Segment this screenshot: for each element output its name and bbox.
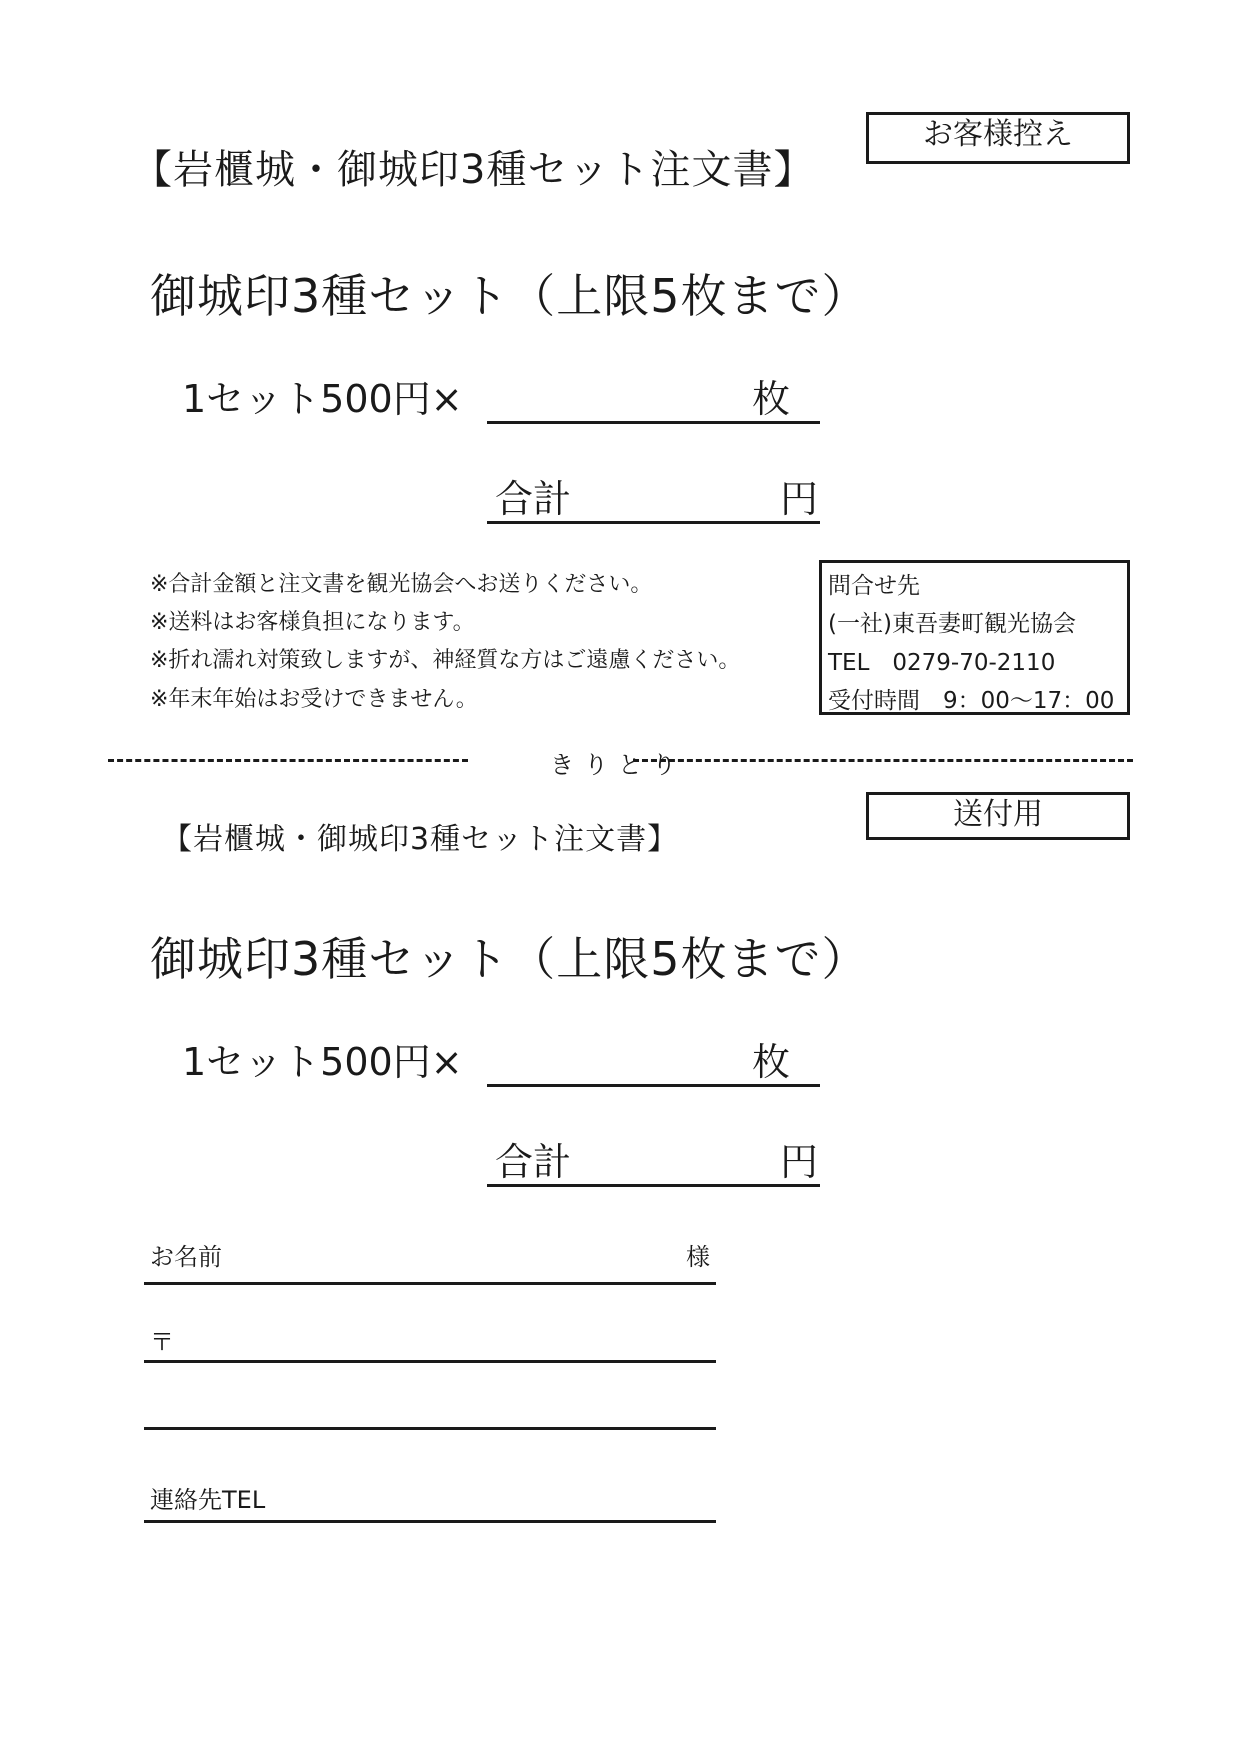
- top-total-label: 合計: [495, 477, 572, 521]
- top-price-label: 1セット500円×: [182, 377, 463, 421]
- top-total-unit: 円: [780, 477, 819, 521]
- bottom-price-label: 1セット500円×: [182, 1040, 463, 1084]
- phone-label: 連絡先TEL: [150, 1486, 266, 1514]
- top-total-field[interactable]: [487, 521, 820, 524]
- contact-tel: TEL 0279-70-2110: [828, 650, 1056, 676]
- name-suffix: 様: [686, 1243, 710, 1271]
- cut-line-label: きりとり: [550, 751, 686, 779]
- bottom-total-field[interactable]: [487, 1184, 820, 1187]
- top-form-title: 【岩櫃城・御城印3種セット注文書】: [132, 147, 815, 193]
- mailing-copy-label: 送付用: [953, 797, 1043, 832]
- top-note-4: ※年末年始はお受けできません。: [150, 687, 478, 712]
- bottom-product-heading: 御城印3種セット（上限5枚まで）: [150, 932, 869, 986]
- top-note-1: ※合計金額と注文書を観光協会へお送りください。: [150, 572, 653, 597]
- name-label: お名前: [150, 1243, 222, 1271]
- cut-line-left-dash: [108, 759, 468, 762]
- bottom-quantity-field[interactable]: [487, 1084, 820, 1087]
- bottom-total-unit: 円: [780, 1140, 819, 1184]
- contact-info-box: [819, 560, 1130, 715]
- address-field-line-1[interactable]: [144, 1360, 716, 1363]
- top-quantity-unit: 枚: [752, 377, 791, 421]
- postal-mark: 〒: [150, 1328, 174, 1356]
- cut-line: [108, 745, 1133, 779]
- customer-copy-label-box: [866, 112, 1130, 164]
- top-note-3: ※折れ濡れ対策致しますが、神経質な方はご遠慮ください。: [150, 648, 741, 673]
- cut-line-right-dash: [633, 759, 1133, 762]
- address-field-line-2[interactable]: [144, 1427, 716, 1430]
- phone-field[interactable]: [144, 1520, 716, 1523]
- customer-copy-label: お客様控え: [923, 117, 1073, 152]
- name-field[interactable]: [144, 1282, 716, 1285]
- top-note-2: ※送料はお客様負担になります。: [150, 610, 475, 635]
- contact-hours: 受付時間 9：00〜17：00: [828, 688, 1115, 714]
- bottom-total-label: 合計: [495, 1140, 572, 1184]
- bottom-form-title: 【岩櫃城・御城印3種セット注文書】: [162, 822, 679, 857]
- contact-org: (一社)東吾妻町観光協会: [828, 611, 1076, 637]
- top-quantity-field[interactable]: [487, 421, 820, 424]
- mailing-copy-label-box: [866, 792, 1130, 840]
- bottom-quantity-unit: 枚: [752, 1040, 791, 1084]
- top-product-heading: 御城印3種セット（上限5枚まで）: [150, 269, 869, 323]
- contact-heading: 問合せ先: [828, 573, 920, 599]
